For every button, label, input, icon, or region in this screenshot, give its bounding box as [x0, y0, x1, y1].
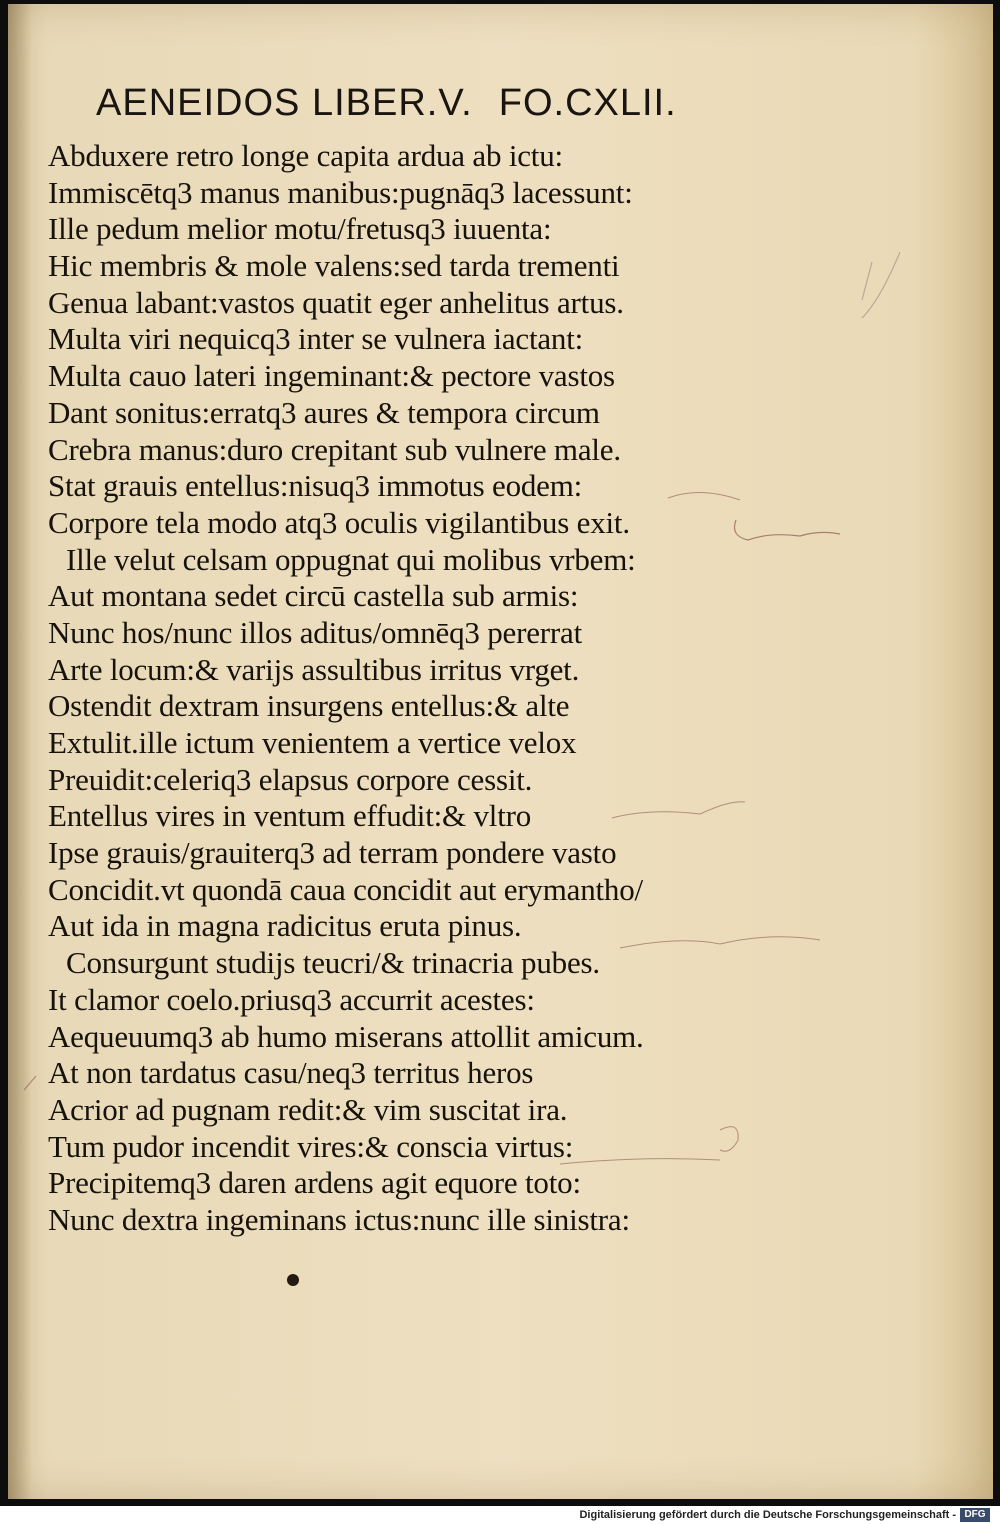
verse-line: Ostendit dextram insurgens entellus:& alte — [48, 688, 570, 724]
running-header — [96, 82, 736, 125]
verse-line: It clamor coelo.priusq3 accurrit acestes: — [48, 981, 535, 1017]
footer-bar — [0, 1506, 1000, 1524]
verse-block — [48, 138, 748, 1239]
funding-credit: Digitalisierung gefördert durch die Deutsche Forschungsgemeinschaft - — [579, 1509, 956, 1521]
verse-line: Aut ida in magna radicitus eruta pinus. — [48, 908, 522, 944]
verse-line: Precipitemq3 daren ardens agit equore toto: — [48, 1165, 581, 1201]
verse-line: Entellus vires in ventum effudit:& vltro — [48, 798, 532, 834]
verse-line: Ille pedum melior motu/fretusq3 iuuenta: — [48, 211, 552, 247]
verse-line: Ipse grauis/grauiterq3 ad terram pondere vasto — [48, 835, 617, 871]
verse-line: Acrior ad pugnam redit:& vim suscitat ira. — [48, 1091, 568, 1127]
verse-line: Nunc hos/nunc illos aditus/omnēq3 pererrat — [48, 614, 582, 650]
verse-line: Preuidit:celeriq3 elapsus corpore cessit. — [48, 761, 533, 797]
header-book-title: AENEIDOS LIBER.V. — [96, 82, 473, 124]
header-folio: FO.CXLII. — [498, 82, 677, 124]
verse-line: Crebra manus:duro crepitant sub vulnere male. — [48, 431, 621, 467]
verse-line: Multa viri nequicq3 inter se vulnera iactant: — [48, 321, 584, 357]
verse-line: Immiscētq3 manus manibus:pugnāq3 lacessunt: — [48, 174, 633, 210]
verse-line: Multa cauo lateri ingeminant:& pectore vastos — [48, 358, 615, 394]
verse-line: Stat grauis entellus:nisuq3 immotus eodem: — [48, 468, 583, 504]
verse-line: Arte locum:& varijs assultibus irritus vrget. — [48, 651, 580, 687]
verse-line: Extulit.ille ictum venientem a vertice velox — [48, 725, 577, 760]
verse-line: Abduxere retro longe capita ardua ab ictu: — [48, 138, 563, 173]
verse-line: Ille velut celsam oppugnat qui molibus vrbem: — [66, 541, 636, 577]
verse-line: Tum pudor incendit vires:& conscia virtus: — [48, 1128, 574, 1164]
verse-line: Corpore tela modo atq3 oculis vigilantibus exit. — [48, 504, 630, 540]
dfg-logo: DFG — [960, 1508, 990, 1522]
verse-line: Genua labant:vastos quatit eger anhelitus artus. — [48, 284, 624, 320]
verse-line: Dant sonitus:erratq3 aures & tempora circum — [48, 394, 600, 430]
gutter-shadow — [8, 4, 32, 1499]
verse-line: Aequeuumq3 ab humo miserans attollit amicum. — [48, 1018, 644, 1054]
ink-dot — [287, 1274, 299, 1286]
verse-line: Nunc dextra ingeminans ictus:nunc ille sinistra: — [48, 1201, 630, 1237]
verse-line: Hic membris & mole valens:sed tarda trementi — [48, 248, 620, 284]
verse-line: At non tardatus casu/neq3 territus heros — [48, 1055, 534, 1091]
verse-line: Aut montana sedet circū castella sub armis: — [48, 578, 579, 614]
verse-line: Concidit.vt quondā caua concidit aut erymantho/ — [48, 871, 643, 907]
verse-line: Consurgunt studijs teucri/& trinacria pubes. — [66, 945, 600, 981]
